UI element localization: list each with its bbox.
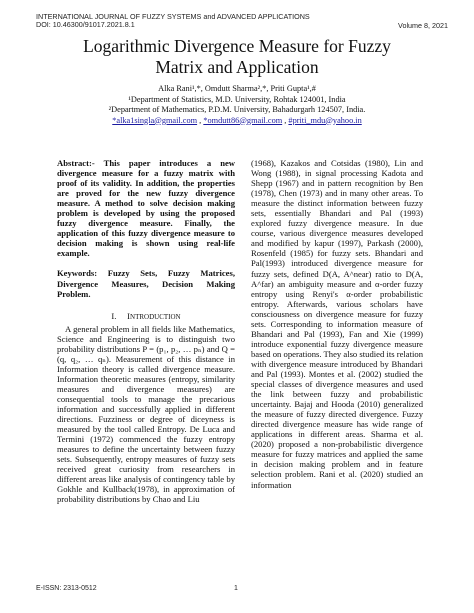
doi: DOI: 10.46300/91017.2021.8.1 [36,20,135,30]
journal-header [36,13,310,30]
affiliation-1: ¹Department of Statistics, M.D. University, Rohtak 124001, India [128,94,346,104]
email-separator: , [197,115,204,125]
title-line-1: Logarithmic Divergence Measure for Fuzzy [83,36,391,56]
left-column [57,158,235,505]
section-number: I. [111,310,117,321]
journal-name: INTERNATIONAL JOURNAL OF FUZZY SYSTEMS and ADVANCED APPLICATIONS [36,12,310,21]
email-link-1[interactable]: *alka1singla@gmail.com [112,115,198,125]
keywords: Keywords: Fuzzy Sets, Fuzzy Matrices, Divergence Measures, Decision Making Problem. [57,268,235,299]
section-title-initial: I [127,310,131,321]
title-line-2: Matrix and Application [155,57,319,77]
section-heading [57,311,235,322]
volume-info: Volume 8, 2021 [398,21,448,30]
email-separator: , [282,115,289,125]
affiliation-2: ²Department of Mathematics, P.D.M. University, Bahadurgarh 124507, India. [108,105,366,114]
footer-issn: E-ISSN: 2313-0512 [36,585,97,592]
intro-paragraph: A general problem in all fields like Mathematics, Science and Engineering is to distinguish two probability distributions P = (p₁, p₂, … pₙ) and Q = (q, q₂, … qₙ). Measurement of this distance in Information theory is called divergence measure. Information theoretic measures (entropy, similarity measures and divergence measures) are consequential tools to manage the precarious information and successfully applied in different directions. Fuzziness or degree of diceyness is measured by the tool called Entropy. De Luca and Termini (1972) commenced the fuzzy entropy measures to define the uncertainty between fuzzy sets. Subsequently, entropy measures of fuzzy sets received great curiosity from researchers in different areas like analysis of contingency table by Gokhle and Kullback(1978), in approximation of probability distributions by Chao and Liu [57,323,235,505]
paper-title [0,36,474,78]
right-column [251,158,423,490]
author-block [0,84,474,126]
section-title-rest: NTRODUCTION [130,312,181,321]
abstract: Abstract:- This paper introduces a new divergence measure for a fuzzy matrix with proof of its validity. In addition, the properties are proved for the new fuzzy divergence measure. A method to solve decision making problem is developed by using the proposed fuzzy divergence measure. Finally, the application of this fuzzy divergence measure to decision making is shown using real-life example. [57,158,235,259]
author-emails [0,116,474,127]
email-link-2[interactable]: *omdutt86@gmail.com [203,115,283,125]
email-link-3[interactable]: #priti_mdu@yahoo.in [288,115,362,125]
intro-continued: (1968), Kazakos and Cotsidas (1980), Lin and Wong (1988), in signal processing Kadota and Shepp (1967) and in pattern recognition by Ben (1978), Chen (1973) and in many other areas. To measure the distinct information between fuzzy sets, essentially Bhandari and Pal (1993) explored fuzzy divergence measure. In due course, various divergence measures developed and modified by kapur (1997), Parkash (2000), Rosenfeld (1985) for fuzzy sets. Bhandari and Pal(1993) introduced divergence measure for fuzzy sets, defined D(A, A^near) ratio to D(A, A^far) an ambiguity measure and α-order fuzzy entropy using Renyi's α-order probabilistic entropy. Afterwards, various scholars have consciousness on divergence measure for fuzzy sets. Corresponding to information measure of Bhandari and Pal (1993), Fan and Xie (1999) introduce exponential fuzzy divergence measure based on operations. They also studied its relation with divergence measure introduced by Bhandari and Pal (1993). Montes et al. (2002) studied the special classes of divergence measures and used the link between fuzzy and probabilistic uncertainty. Bajaj and Hooda (2010) generalized the measure of fuzzy directed divergence. Fuzzy directed divergence measure has wide range of applications in different areas. Sharma et al. (2020) proposed a non-probabilistic divergence measure for fuzzy matrices and applied the same in decision making problem and in feature selection problem. Rani et al. (2020) studied an information [251,158,423,490]
author-names: Alka Rani¹,*, Omdutt Sharma²,*, Priti Gupta¹,# [158,84,316,93]
page-number: 1 [234,585,238,592]
